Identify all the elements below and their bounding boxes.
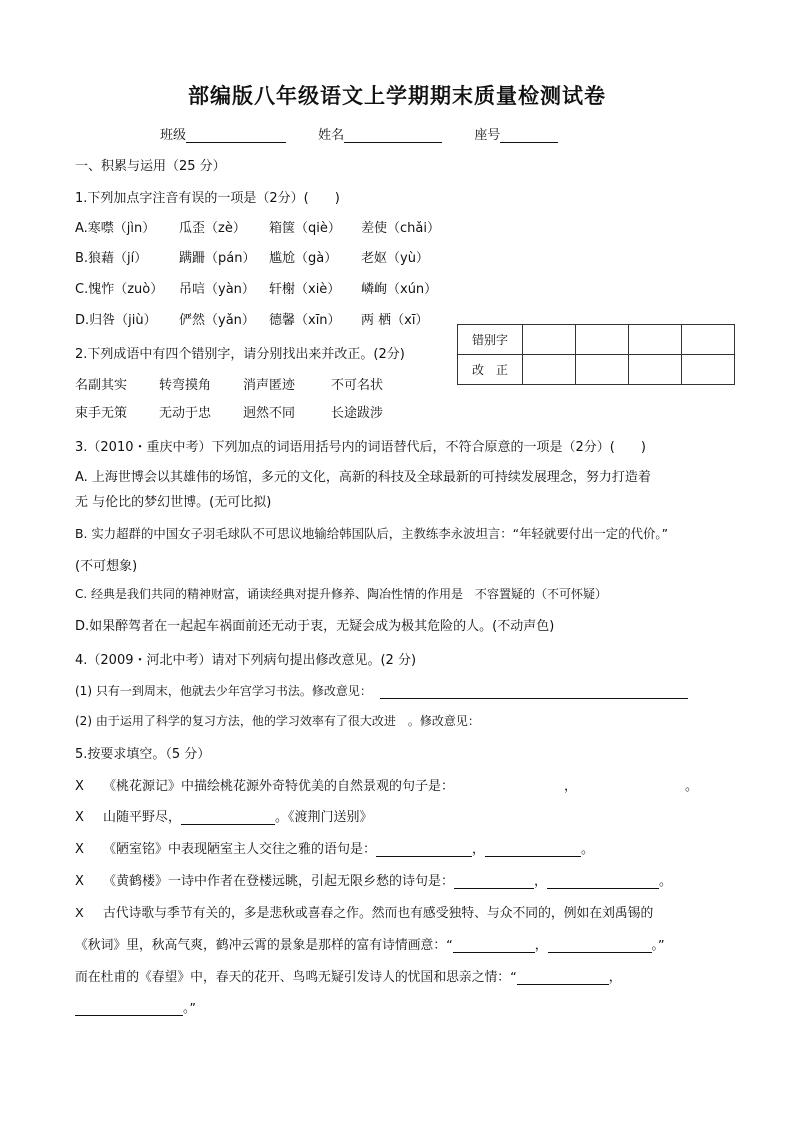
q4-s1-blank[interactable]: [380, 686, 688, 699]
wrong-char-label: 错别字: [458, 325, 523, 355]
item-marker: Ⅹ: [75, 779, 84, 794]
seat-blank[interactable]: [500, 129, 558, 143]
idiom-8: 长途跋涉: [331, 406, 384, 421]
q5-item-5-line1: [75, 902, 653, 921]
correct-cell-4[interactable]: [682, 355, 735, 385]
wrong-cell-2[interactable]: [576, 325, 629, 355]
q1-d-4: 两 栖（xī）: [361, 313, 429, 328]
q1-a-3: 箱箧（qiè）: [269, 221, 341, 236]
q5-item-5-line2: [75, 934, 665, 953]
q5-item-1: [75, 775, 698, 794]
correct-cell-1[interactable]: [523, 355, 576, 385]
q1-b-2: 蹒跚（pán）: [179, 251, 256, 266]
q1-option-b: [75, 247, 429, 266]
wrong-cell-1[interactable]: [523, 325, 576, 355]
q5-item-2-text-b: 。《渡荆门送别》: [275, 810, 373, 825]
q2-row-2: [75, 402, 383, 421]
class-label: 班级: [160, 128, 187, 143]
q3-option-a-line1: A. 上海世博会以其雄伟的场馆，多元的文化，高新的科技及全球最新的可持续发展理念，努力打造着: [75, 470, 651, 485]
q5-item-4-period: 。: [659, 874, 673, 889]
q3-stem: 3.（2010・重庆中考）下列加点的词语用括号内的词语替代后，不符合原意的一项是（2分）( ): [75, 440, 646, 455]
q5-item-4: [75, 870, 672, 889]
q5-item-2-blank[interactable]: [181, 812, 275, 825]
q5-item-5-line3: [75, 966, 622, 985]
q5-item-5-line4: [75, 997, 196, 1016]
q5-item-2-text-a: 山随平野尽，: [103, 810, 182, 825]
q5-item-4-text: 《黄鹤楼》一诗中作者在登楼远眺，引起无限乡愁的诗句是：: [103, 874, 455, 889]
wrong-cell-4[interactable]: [682, 325, 735, 355]
page-title: 部编版八年级语文上学期期末质量检测试卷: [188, 84, 606, 108]
q5-item-5-text-3: 而在杜甫的《春望》中，春天的花开、鸟鸣无疑引发诗人的忧国和思亲之情：“: [75, 970, 517, 985]
q5-item-3: [75, 838, 594, 857]
q5-item-5-comma-2: ，: [608, 970, 622, 985]
q5-item-5-text-2: 《秋词》里，秋高气爽，鹤冲云霄的景象是那样的富有诗情画意：“: [75, 938, 453, 953]
q4-sentence-2: (2) 由于运用了科学的复习方法，他的学习效率有了很大改进 。修改意见：: [75, 714, 480, 728]
q5-item-5-blank-a[interactable]: [453, 940, 535, 953]
q5-item-5-close: 。”: [651, 938, 665, 953]
item-marker: Ⅹ: [75, 874, 84, 889]
q5-item-1-text: 《桃花源记》中描绘桃花源外奇特优美的自然景观的句子是：: [103, 779, 455, 794]
section-heading: 一、积累与运用（25 分）: [75, 159, 226, 174]
wrong-cell-3[interactable]: [629, 325, 682, 355]
name-label: 姓名: [318, 128, 345, 143]
seat-field: [474, 124, 558, 143]
q5-item-3-blank-a[interactable]: [376, 844, 472, 857]
q1-b-3: 尴尬（gà）: [269, 251, 338, 266]
idiom-6: 无动于忠: [159, 406, 212, 421]
correction-table: [457, 324, 735, 385]
q1-c-1: C.愧怍（zuò）: [75, 282, 164, 297]
q1-d-1: D.归咎（jiù）: [75, 313, 157, 328]
q2-row-1: [75, 374, 383, 393]
q5-item-5-text: 古代诗歌与季节有关的，多是悲秋或喜春之作。然而也有感受独特、与众不同的，例如在刘禹锡的: [103, 906, 654, 921]
q3-option-b-line1: B. 实力超群的中国女子羽毛球队不可思议地输给韩国队后，主教练李永波坦言：“年轻就要付出一定的代价。”: [75, 526, 668, 541]
q4-s1-text: (1) 只有一到周末，他就去少年宫学习书法。修改意见：: [75, 684, 372, 698]
q3-option-d: D.如果醉驾者在一起起车祸面前还无动于衷，无疑会成为极其危险的人。(不动声色): [75, 619, 555, 634]
idiom-7: 迥然不同: [243, 406, 296, 421]
idiom-1: 名副其实: [75, 378, 128, 393]
q5-item-5-blank-b[interactable]: [548, 940, 652, 953]
correct-cell-2[interactable]: [576, 355, 629, 385]
q3-option-c: C. 经典是我们共同的精神财富，诵读经典对提升修养、陶冶性情的作用是 不容置疑的（不可怀疑）: [75, 587, 608, 601]
q4-stem: 4.（2009・河北中考）请对下列病句提出修改意见。(2 分): [75, 653, 417, 668]
q1-b-4: 老妪（yù）: [361, 251, 429, 266]
q1-c-2: 吊唁（yàn）: [179, 282, 255, 297]
name-field: [318, 124, 442, 143]
q1-b-1: B.狼藉（jí）: [75, 251, 148, 266]
q1-d-2: 俨然（yǎn）: [179, 313, 255, 328]
q2-stem: 2.下列成语中有四个错别字，请分别找出来并改正。(2分): [75, 347, 405, 362]
q5-item-4-comma: ，: [534, 874, 548, 889]
q1-d-3: 德馨（xīn）: [269, 313, 341, 328]
q3-option-a-line2: 无 与伦比的梦幻世博。(无可比拟): [75, 495, 272, 510]
item-marker: Ⅹ: [75, 906, 84, 921]
q1-option-c: [75, 278, 437, 297]
correct-cell-3[interactable]: [629, 355, 682, 385]
q1-option-d: [75, 309, 428, 328]
q1-c-4: 嶙峋（xún）: [361, 282, 438, 297]
student-info: [160, 124, 586, 143]
q3-option-b-line2: (不可想象): [75, 559, 138, 574]
idiom-3: 消声匿迹: [243, 378, 296, 393]
class-blank[interactable]: [186, 129, 286, 143]
q5-item-2: [75, 806, 373, 825]
correct-label: 改 正: [458, 355, 523, 385]
item-marker: Ⅹ: [75, 842, 84, 857]
q1-a-1: A.寒噤（jìn）: [75, 221, 156, 236]
item-marker: Ⅹ: [75, 810, 84, 825]
q5-item-3-blank-b[interactable]: [485, 844, 581, 857]
q5-item-5-blank-c[interactable]: [517, 972, 609, 985]
q5-item-4-blank-a[interactable]: [454, 876, 534, 889]
idiom-5: 束手无策: [75, 406, 128, 421]
class-field: [160, 124, 286, 143]
q1-a-2: 瓜歪（zè）: [179, 221, 246, 236]
q5-item-3-period: 。: [581, 842, 595, 857]
q5-item-5-comma: ，: [534, 938, 548, 953]
q4-sentence-1: [75, 682, 688, 699]
q1-stem: 1.下列加点字注音有误的一项是（2分）( ): [75, 191, 340, 206]
q5-item-5-blank-d[interactable]: [75, 1003, 183, 1016]
q5-stem: 5.按要求填空。（5 分）: [75, 747, 211, 762]
q5-item-3-text: 《陋室铭》中表现陋室主人交往之雅的语句是：: [103, 842, 377, 857]
q5-item-5-close-2: 。”: [183, 1001, 197, 1016]
idiom-2: 转弯摸角: [159, 378, 212, 393]
q5-item-3-comma: ，: [472, 842, 486, 857]
q5-item-1-period: 。: [685, 779, 699, 794]
name-blank[interactable]: [344, 129, 442, 143]
q1-a-4: 差使（chǎi）: [361, 221, 440, 236]
q1-option-a: [75, 217, 440, 236]
seat-label: 座号: [474, 128, 501, 143]
idiom-4: 不可名状: [331, 378, 384, 393]
q5-item-4-blank-b[interactable]: [547, 876, 659, 889]
q5-item-1-comma: ，: [564, 779, 578, 794]
q1-c-3: 轩榭（xiè）: [269, 282, 341, 297]
